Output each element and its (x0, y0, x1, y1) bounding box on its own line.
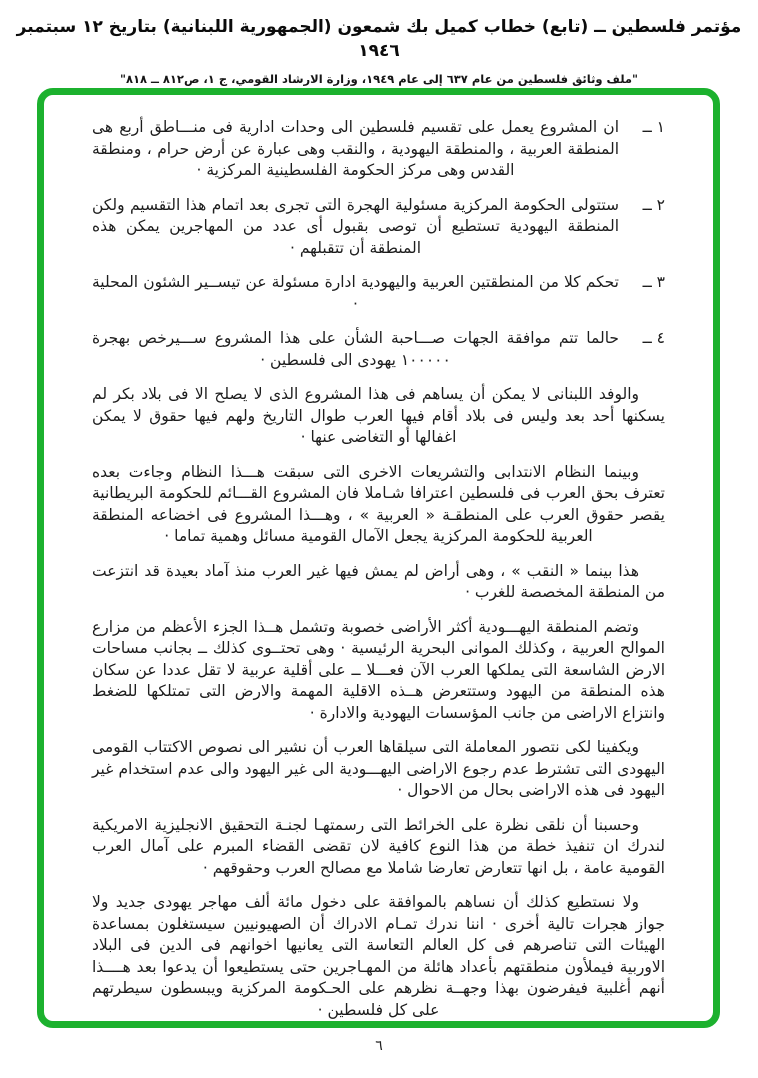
page-number: ٦ (375, 1038, 383, 1054)
paragraph-inquiry-maps: وحسبنا أن نلقى نظرة على الخرائط التى رسمتهـا لجنـة التحقيق الانجليزية الامريكية لندرك ان تنفيذ خطة من هذا النوع كافية لان تقضى القضاء المبرم على آمال العرب القومية عامة ، بل انها تتعارض تعارضا شاملا مع مصالح العرب وحقوقهم · (92, 815, 665, 877)
numbered-item-4 (92, 328, 665, 371)
document-source-citation: "ملف وثائق فلسطين من عام ٦٣٧ إلى عام ١٩٤٩، وزارة الارشاد القومي، ج ١، ص٨١٢ ــ ٨١٨" (119, 71, 639, 86)
item-number: ٤ ــ (642, 329, 665, 347)
paragraph-lebanese-delegation: والوفد اللبنانى لا يمكن أن يساهم فى هذا المشروع الذى لا يصلح الا فى بلاد بكر لم يسكنها أحد بعد وليس فى بلاد أقام فيها العرب طوال التاريخ ولهم فيها حقوق لا يمكن اغفالها أو التغاضى عنها · (92, 385, 665, 446)
numbered-item-1 (92, 117, 665, 182)
document-frame (37, 88, 720, 1028)
item-text: حالما تتم موافقة الجهات صـــاحبة الشأن على هذا المشروع ســـيرخص بهجرة ١٠٠٠٠٠ يهودى الى فلسطين · (92, 329, 619, 369)
numbered-item-3 (92, 272, 665, 315)
item-number: ٣ ــ (642, 273, 665, 291)
item-number: ١ ــ (642, 118, 665, 136)
page-header (0, 16, 758, 86)
paragraph-negev: هذا بينما « النقب » ، وهى أراض لم يمش فيها غير العرب منذ آماد بعيدة قد انتزعت من المنطقة المخصصة للغرب · (92, 561, 665, 601)
document-title: مؤتمر فلسطين ــ (تابع) خطاب كميل بك شمعون (الجمهورية اللبنانية) بتاريخ ١٢ سبتمبر ١٩٤٦ (16, 17, 742, 61)
item-number: ٢ ــ (642, 195, 665, 214)
paragraph-jewish-area: وتضم المنطقة اليهـــودية أكثر الأراضى خصوبة وتشمل هــذا الجزء الأعظم من مزارع الموالح العربية ، وكذلك الموانى البحرية الرئيسية · وهى تحتــوى كذلك ــ بجانب مساحات الارض الشاسعة التى يملكها العرب الآن فعـــلا ــ على أقلية عربية لا تقل عددا عن سكان هذه المنطقة من اليهود وستتعرض هــذه الاقلية المهمة والارض التى تمتلكها للضغط وانتزاع الاراضى من جانب المؤسسات اليهودية والادارة · (92, 617, 665, 722)
item-text: تحكم كلا من المنطقتين العربية واليهودية ادارة مسئولة عن تيســير الشئون المحلية · (92, 273, 619, 313)
paragraph-immigration-refusal: ولا نستطيع كذلك أن نساهم بالموافقة على دخول مائة ألف مهاجر يهودى جديد ولا جواز هجرات تالية أخرى · اننا ندرك تمـام الادراك أن الصهيونيين سيستغلون بمساعدة الهيئات التى تناصرهم فى كل العالم التعاسة التى يعانيها اخوانهم فى الدين فى البلاد الاوربية فيملأون منطقتهم بأعداد هائلة من المهـاجرين حتى يستطيعوا أن يدعوا بعد هــــذا أنهم أغلبية فيفرضون بهذا وجهــة نظرهم على الحـكومة المركزية ويبسطون سيطرتهم على كل فلسطين · (92, 893, 665, 1019)
item-text: ان المشروع يعمل على تقسيم فلسطين الى وحدات ادارية فى منـــاطق أربع هى المنطقة العربية ، والمنطقة اليهودية ، والنقب وهى عبارة عن أرض حرام ، ومنطقة القدس وهى مركز الحكومة الفلسطينية المركزية · (92, 118, 619, 179)
paragraph-national-fund-terms: ويكفينا لكى نتصور المعاملة التى سيلقاها العرب أن نشير الى نصوص الاكتتاب القومى اليهودى التى تشترط عدم رجوع الاراضى اليهـــودية الى غير اليهود والى عدم استخدام غير اليهود فى هذه الاراضى بحال من الاحوال · (92, 738, 665, 799)
paragraph-mandate-system: وبينما النظام الانتدابى والتشريعات الاخرى التى سبقت هـــذا النظام وجاءت بعده تعترف بحق العرب فى فلسطين اعترافا شـاملا فان المشروع القـــائم للحكومة البريطانية يقصر حقوق العرب على المنطقـة « العربية » ، وهـــذا المشروع فى اخضاعه المنطقة العربية للحكومة المركزية يجعل الآمال القومية مسائل وهمية تماما · (92, 462, 665, 545)
numbered-item-2 (92, 195, 665, 260)
item-text: ستتولى الحكومة المركزية مسئولية الهجرة التى تجرى بعد اتمام هذا التقسيم ولكن المنطقة اليهودية تستطيع أن توصى بقبول أى عدد من المهاجرين يمكن هذه المنطقة أن تتقبلهم · (92, 195, 619, 257)
